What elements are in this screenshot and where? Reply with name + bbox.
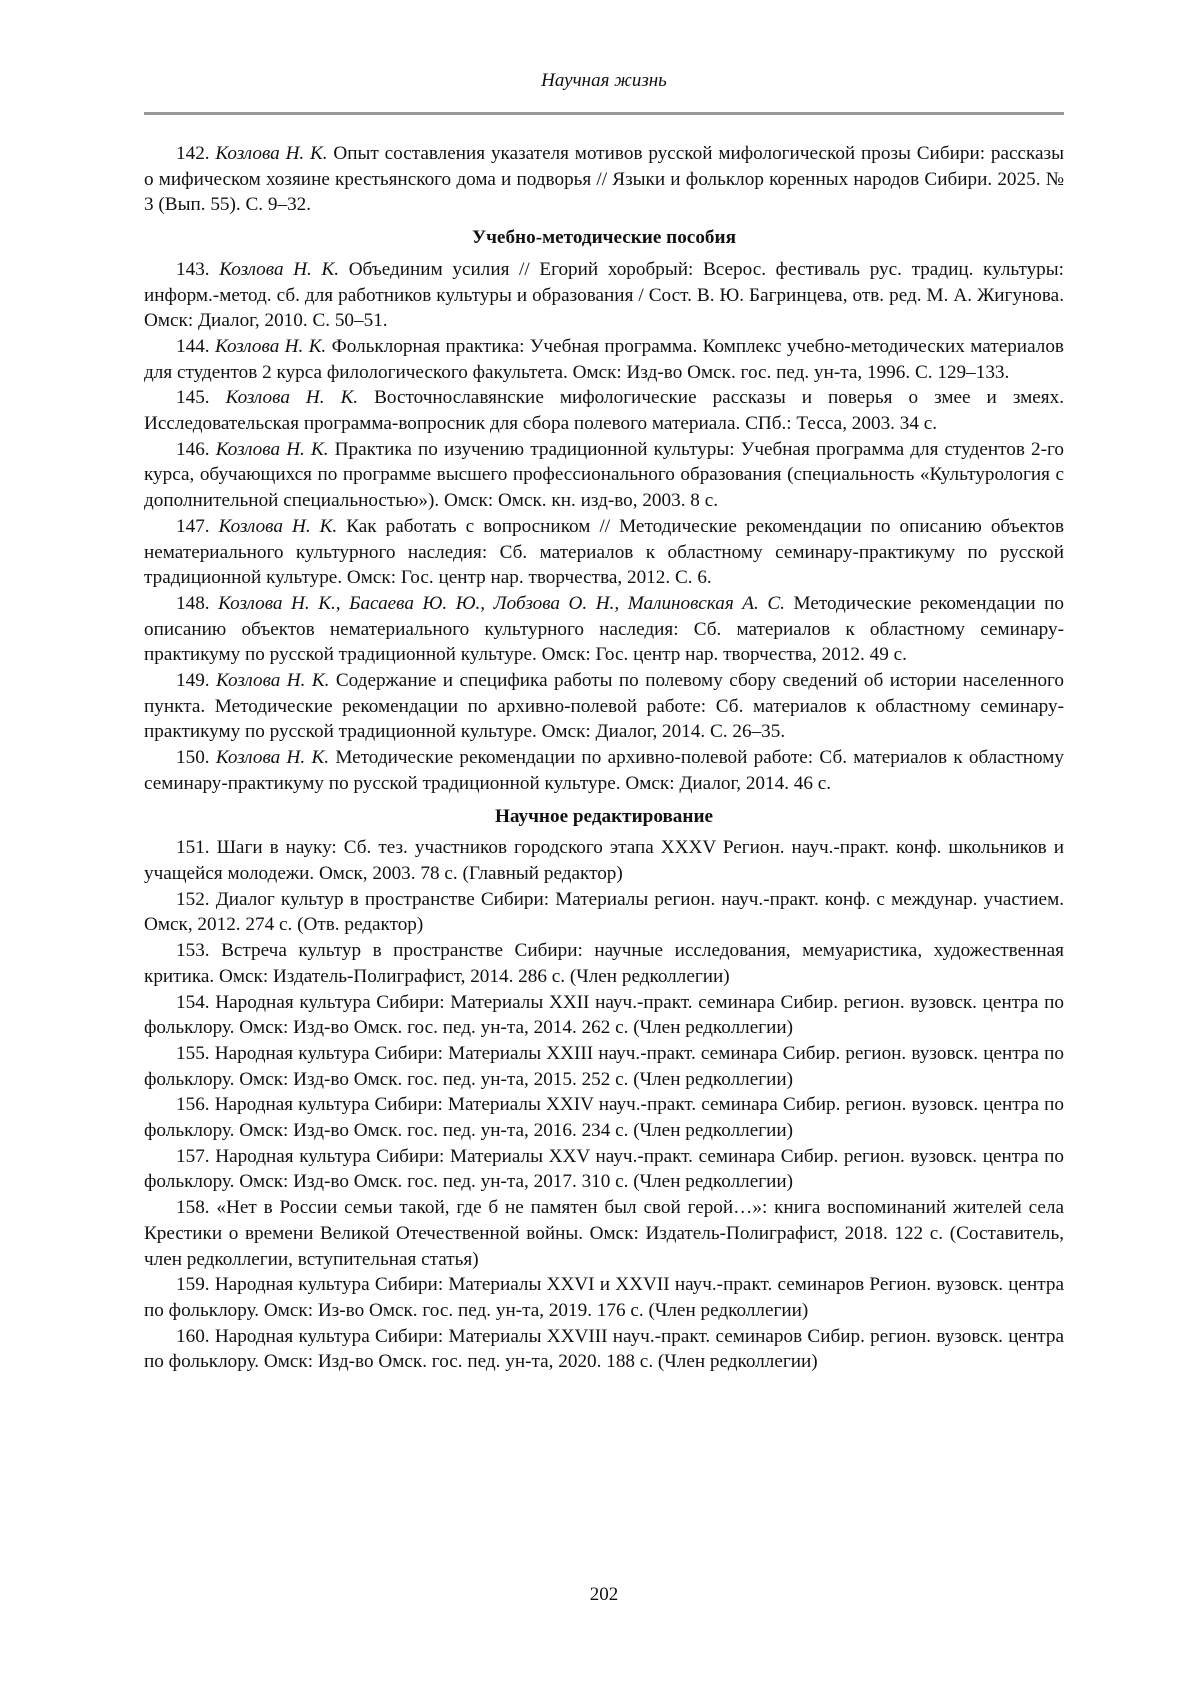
bibliography-entry-157 (144, 1144, 1064, 1195)
bibliography-body (144, 141, 1064, 1375)
entry-number: 157. (176, 1145, 210, 1167)
entry-number: 146. (176, 438, 210, 460)
entry-text: Встреча культур в пространстве Сибири: научные исследования, мемуаристика, художественная критика. Омск: Издатель-Полиграфист, 2014. 286 с. (Член редколлегии) (144, 940, 1065, 987)
entry-text: Как работать с вопросником // Методические рекомендации по описанию объектов нематериального культурного наследия: Сб. материалов к областному семинару-практикуму по русской традиционной культуре. Омск: Гос. центр нар. творчества, 2012. С. 6. (144, 515, 1065, 589)
entry-text: Методические рекомендации по архивно-полевой работе: Сб. материалов к областному семинару-практикуму по русской традиционной культуре. Омск: Диалог, 2014. 46 с. (144, 747, 1065, 794)
entry-text: «Нет в России семьи такой, где б не памятен был свой герой…»: книга воспоминаний жителей села Крестики о времени Великой Отечественной войны. Омск: Издатель-Полиграфист, 2018. 122 с. (Составитель, член редколлегии, вступительная статья) (144, 1197, 1065, 1270)
entry-text: Народная культура Сибири: Материалы XXII науч.-практ. семинара Сибир. регион. вузовск. центра по фольклору. Омск: Изд-во Омск. гос. пед. ун-та, 2014. 262 с. (Член редколлегии) (144, 991, 1064, 1039)
entry-number: 145. (176, 387, 210, 409)
entry-author: Козлова Н. К. (215, 747, 330, 769)
running-title: Научная жизнь (541, 70, 667, 91)
entry-number: 153. (176, 940, 210, 962)
page (144, 0, 1064, 1697)
bibliography-entry-148 (144, 591, 1064, 668)
entry-number: 158. (176, 1197, 210, 1219)
entry-number: 148. (176, 592, 210, 614)
bibliography-entry-153 (144, 938, 1064, 989)
entry-number: 142. (176, 143, 210, 164)
entry-author: Козлова Н. К. (215, 438, 329, 460)
entry-number: 154. (176, 991, 210, 1013)
section-title-teaching: Учебно-методические пособия (472, 227, 736, 249)
bibliography-entry-143 (144, 257, 1064, 334)
entry-number: 155. (176, 1042, 210, 1064)
bibliography-entry-154 (144, 990, 1064, 1041)
entry-text: Содержание и специфика работы по полевому сбору сведений об истории населенного пункта. Методические рекомендации по архивно-полевой работе: Сб. материалов к областному семинару-практикуму по русской традиционной культуре. Омск: Диалог, 2014. С. 26–35. (144, 670, 1065, 743)
entry-author: Козлова Н. К. (215, 143, 328, 164)
bibliography-entry-152 (144, 887, 1064, 938)
bibliography-entry-156 (144, 1092, 1064, 1143)
header-rule (144, 112, 1064, 115)
entry-number: 143. (176, 258, 210, 280)
bibliography-entry-142 (144, 141, 1064, 218)
entry-text: Методические рекомендации по описанию объектов нематериального культурного наследия: Сб. материалов к областному семинару-практикуму по русской традиционной культуре. Омск: Гос. центр нар. творчества, 2012. 49 с. (144, 592, 1065, 666)
entry-text: Народная культура Сибири: Материалы XXVIII науч.-практ. семинаров Сибир. регион. вузовск. центра по фольклору. Омск: Изд-во Омск. гос. пед. ун-та, 2020. 188 с. (Член редколлегии) (144, 1325, 1065, 1373)
entry-text: Восточнославянские мифологические рассказы и поверья о змее и змеях. Исследовательская программа-вопросник для сбора полевого материала. СПб.: Тесса, 2003. 34 с. (144, 387, 1065, 435)
bibliography-entry-159 (144, 1272, 1064, 1323)
bibliography-entry-145 (144, 385, 1064, 436)
entry-text: Практика по изучению традиционной культуры: Учебная программа для студентов 2-го курса, обучающихся по программе высшего профессионального образования (специальность «Культурология с дополнительной специальностью»). Омск: Омск. кн. изд-во, 2003. 8 с. (144, 438, 1064, 512)
bibliography-entry-144 (144, 334, 1064, 385)
entry-author: Козлова Н. К. (219, 258, 340, 280)
entry-author: Козлова Н. К., Басаева Ю. Ю., Лобзова О. Н., Малиновская А. С. (218, 592, 785, 614)
entry-text: Фольклорная практика: Учебная программа. Комплекс учебно-методических материалов для студентов 2 курса филологического факультета. Омск: Изд-во Омск. гос. пед. ун-та, 1996. С. 129–133. (144, 335, 1064, 383)
entry-text: Народная культура Сибири: Материалы XXVI и XXVII науч.-практ. семинаров Регион. вузовск. центра по фольклору. Омск: Из-во Омск. гос. пед. ун-та, 2019. 176 с. (Член редколлегии) (144, 1274, 1065, 1321)
entry-number: 147. (176, 515, 210, 537)
bibliography-entry-151 (144, 835, 1064, 886)
entry-author: Козлова Н. К. (225, 387, 359, 409)
entry-number: 149. (176, 670, 210, 692)
bibliography-entry-149 (144, 668, 1064, 745)
entry-text: Народная культура Сибири: Материалы XXIII науч.-практ. семинара Сибир. регион. вузовск. центра по фольклору. Омск: Изд-во Омск. гос. пед. ун-та, 2015. 252 с. (Член редколлегии) (144, 1042, 1064, 1090)
entry-author: Козлова Н. К. (218, 515, 338, 537)
entry-text: Опыт составления указателя мотивов русской мифологической прозы Сибири: рассказы о мифическом хозяине крестьянского дома и подворья // Языки и фольклор коренных народов Сибири. 2025. № 3 (Вып. 55). С. 9–32. (144, 143, 1065, 216)
page-number: 202 (589, 1584, 619, 1605)
entry-text: Шаги в науку: Сб. тез. участников городского этапа XXXV Регион. науч.-практ. конф. школьников и учащейся молодежи. Омск, 2003. 78 с. (Главный редактор) (144, 837, 1064, 884)
section-title-editing: Научное редактирование (494, 805, 714, 827)
bibliography-entry-150 (144, 745, 1064, 796)
bibliography-entry-160 (144, 1324, 1064, 1375)
entry-author: Козлова Н. К. (214, 335, 327, 357)
entry-number: 160. (176, 1325, 210, 1347)
entry-number: 150. (176, 747, 210, 769)
bibliography-entry-155 (144, 1041, 1064, 1092)
entry-number: 156. (176, 1094, 210, 1116)
entry-text: Народная культура Сибири: Материалы XXIV науч.-практ. семинара Сибир. регион. вузовск. центра по фольклору. Омск: Изд-во Омск. гос. пед. ун-та, 2016. 234 с. (Член редколлегии) (144, 1094, 1065, 1142)
entry-author: Козлова Н. К. (216, 670, 330, 692)
entry-number: 159. (176, 1274, 210, 1296)
bibliography-entry-158 (144, 1195, 1064, 1272)
entry-text: Объединим усилия // Егорий хоробрый: Всерос. фестиваль рус. традиц. культуры: информ.-метод. сб. для работников культуры и образования / Сост. В. Ю. Багринцева, отв. ред. М. А. Жигунова. Омск: Диалог, 2010. С. 50–51. (144, 258, 1064, 332)
entry-number: 144. (176, 335, 210, 357)
entry-number: 152. (176, 888, 210, 910)
bibliography-entry-146 (144, 437, 1064, 514)
entry-text: Народная культура Сибири: Материалы XXV науч.-практ. семинара Сибир. регион. вузовск. центра по фольклору. Омск: Изд-во Омск. гос. пед. ун-та, 2017. 310 с. (Член редколлегии) (144, 1145, 1065, 1193)
bibliography-entry-147 (144, 514, 1064, 591)
entry-number: 151. (176, 837, 210, 859)
entry-text: Диалог культур в пространстве Сибири: Материалы регион. науч.-практ. конф. с междунар. участием. Омск, 2012. 274 с. (Отв. редактор) (144, 888, 1065, 936)
